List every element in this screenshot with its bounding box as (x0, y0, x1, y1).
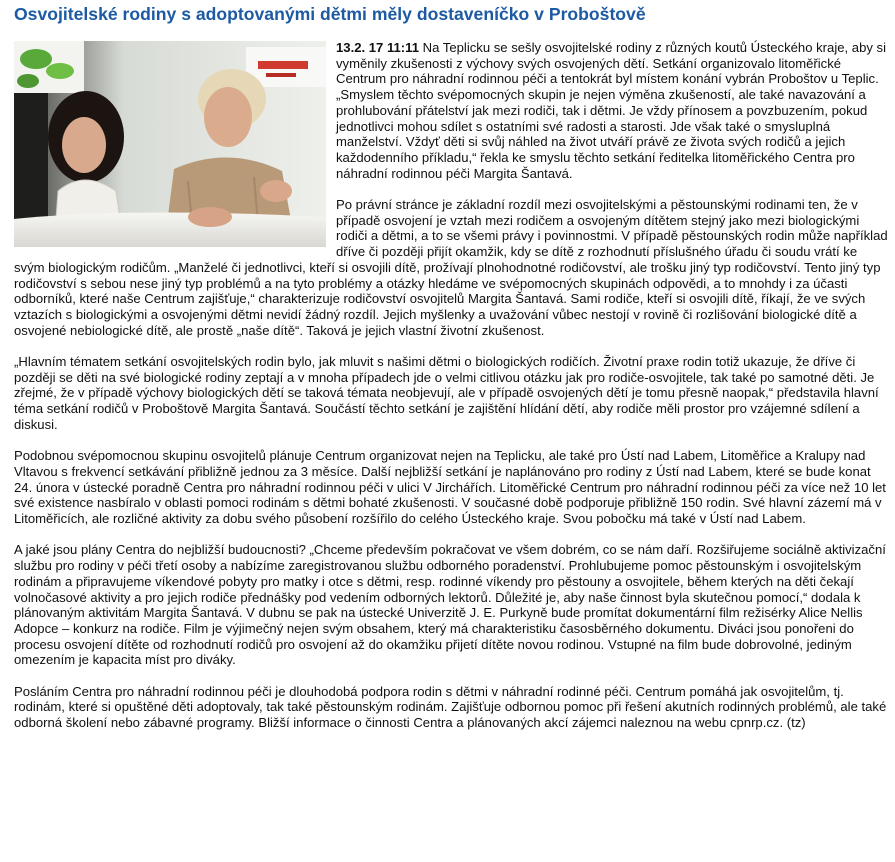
article-title: Osvojitelské rodiny s adoptovanými dětmi měly dostaveníčko v Proboštově (14, 4, 646, 24)
article-dateline: 13.2. 17 11:11 (336, 40, 420, 55)
article-paragraph: Podobnou svépomocnou skupinu osvojitelů plánuje Centrum organizovat nejen na Teplicku, ale také pro Ústí nad Labem, Litoměřice a Kralupy nad Vltavou s frekvencí setkávání přibližně jednou za 3 měsíce. Další nejbližší setkání je naplánováno pro rodiny z Ústí nad Labem, které se bude konat 24. února v ústecké poradně Centra pro náhradní rodinnou péči v ulici V Jirchářích. Litoměřické Centrum pro náhradní rodinnou péči za více než 10 let své existence nasbíralo v oblasti pomoci rodinám s dětmi bohaté zkušenosti. V současné době podporuje přibližně 150 rodin. Své hlavní zázemí má v Litoměřicích, ale rozličné aktivity za dobu svého působení rozšířilo do celého Ústeckého kraje. Svou pobočku má také v Ústí nad Labem. (14, 448, 886, 527)
article-paragraph: Posláním Centra pro náhradní rodinnou péči je dlouhodobá podpora rodin s dětmi v náhradní rodinné péči. Centrum pomáhá jak osvojitelům, tj. rodinám, které si opuštěné děti adoptovaly, tak také pěstounským rodinám. Zajišťuje odbornou pomoc při řešení akutních rodinných problémů, ale také odborná školení nebo zábavné programy. Bližší informace o činnosti Centra a plánovaných akcí zájemci naleznou na webu cpnrp.cz. (tz) (14, 683, 887, 731)
article-paragraph: „Hlavním tématem setkání osvojitelských rodin bylo, jak mluvit s našimi dětmi o biologických rodičích. Životní praxe rodin totiž ukazuje, že dříve či později se děti na své biologické rodiny zeptají a v mnoha případech jde o velmi citlivou otázku jak pro rodiče-osvojitele, tak také po samotné děti. Je zřejmé, že v případě výchovy biologických dětí se taková témata neobjevují, ale v případě osvojených dětí je tomu přesně naopak,“ představila hlavní téma setkání rodičů v Proboštově Margita Šantavá. Součástí těchto setkání je zajištění hlídání dětí, aby rodiče měli prostor pro vzájemné sdílení a diskusi. (14, 354, 879, 432)
article-paragraph: Po právní stránce je základní rozdíl mezi osvojitelskými a pěstounskými rodinami ten, že v případě osvojení je vztah mezi rodičem a osvojeným dítětem stejný jako mezi biologickými rodiči a dětmi, a to se všemi právy i povinnostmi. V případě pěstounských rodin může například dříve či později přijít okamžik, kdy se dítě z rozhodnutí příslušného úřadu či soudu vrátí ke svým biologickým rodičům. „Manželé či jednotlivci, kteří si osvojili dítě, prožívají plnohodnotné rodičovství, ale trošku jiný typ rodičovství. Tento jiný typ rodičovství s sebou nese jiný typ problémů a na tyto problémy a otázky hledáme ve svépomocných skupinách odpovědi, a to mnohdy i za účasti odborníků, které naše Centrum zajišťuje,“ charakterizuje rodičovství osvojitelů Margita Šantavá. Sami rodiče, kteří si osvojili dítě, říkají, že ve svých vztazích s biologickými a osvojenými dětmi nevidí žádný rozdíl. Jejich myšlenky a uvažování vůbec nestojí v rovině či rozlišování biologické dítě a osvojené nebiologické dítě, ale prostě „naše dítě“. Taková je jejich vlastní životní zkušenost. (14, 197, 888, 338)
article-paragraph: A jaké jsou plány Centra do nejbližší budoucnosti? „Chceme především pokračovat ve všem dobrém, co se nám daří. Rozšiřujeme sociálně aktivizační službu pro rodiny v péči třetí osoby a nabízíme zaregistrovanou službu odborného poradenství. Prohlubujeme pomoc pěstounským i osvojitelským rodinám a připravujeme víkendové pobyty pro matky i otce s dětmi, resp. rodinné víkendy pro pěstouny a osvojitele, během kterých na děti čekají volnočasové aktivity a pro jejich rodiče přednášky pod vedením odborných lektorů. Důležité je, aby naše činnost byla skutečnou pomocí,“ dodala k plánovaným aktivitám Margita Šantavá. V dubnu se pak na ústecké Univerzitě J. E. Purkyně bude promítat dokumentární film režisérky Alice Nellis Adopce – konkurz na rodiče. Film je výjimečný nejen svým obsahem, který má charakteristiku časosběrného dokumentu. Diváci jsou ponořeni do procesu osvojení dítěte od rozhodnutí rodičů pro osvojení až do okamžiku přijetí dítěte novou rodinou. Vstupné na film bude dobrovolné, jediným omezením je kapacita míst pro diváky. (14, 542, 886, 668)
article (14, 0, 888, 747)
article-photo[interactable] (14, 41, 326, 247)
article-body (14, 40, 888, 731)
photo-two-women-icon (14, 41, 326, 247)
paragraph-text: Na Teplicku se sešly osvojitelské rodiny z různých koutů Ústeckého kraje, aby si vyměnily zkušenosti z výchovy svých osvojených dětí. Setkání organizovalo litoměřické Centrum pro náhradní rodinnou péči a tentokrát byl místem konání vybrán Proboštov u Teplic. „Smyslem těchto svépomocných skupin je nejen výměna zkušeností, ale také navazování a prohlubování přátelství jak mezi rodiči, tak i dětmi. Je vždy přínosem a povzbuzením, pokud jednotlivci mohou sdílet s ostatními své radosti a starosti. Jde však také o smysluplná manželství. Vždyť děti si svůj náhled na život utváří právě ze života svých rodičů a jejich každodenního příkladu,“ řekla ke smyslu těchto setkání ředitelka litoměřického Centra pro náhradní rodinnou péči Margita Šantavá. (336, 40, 886, 181)
